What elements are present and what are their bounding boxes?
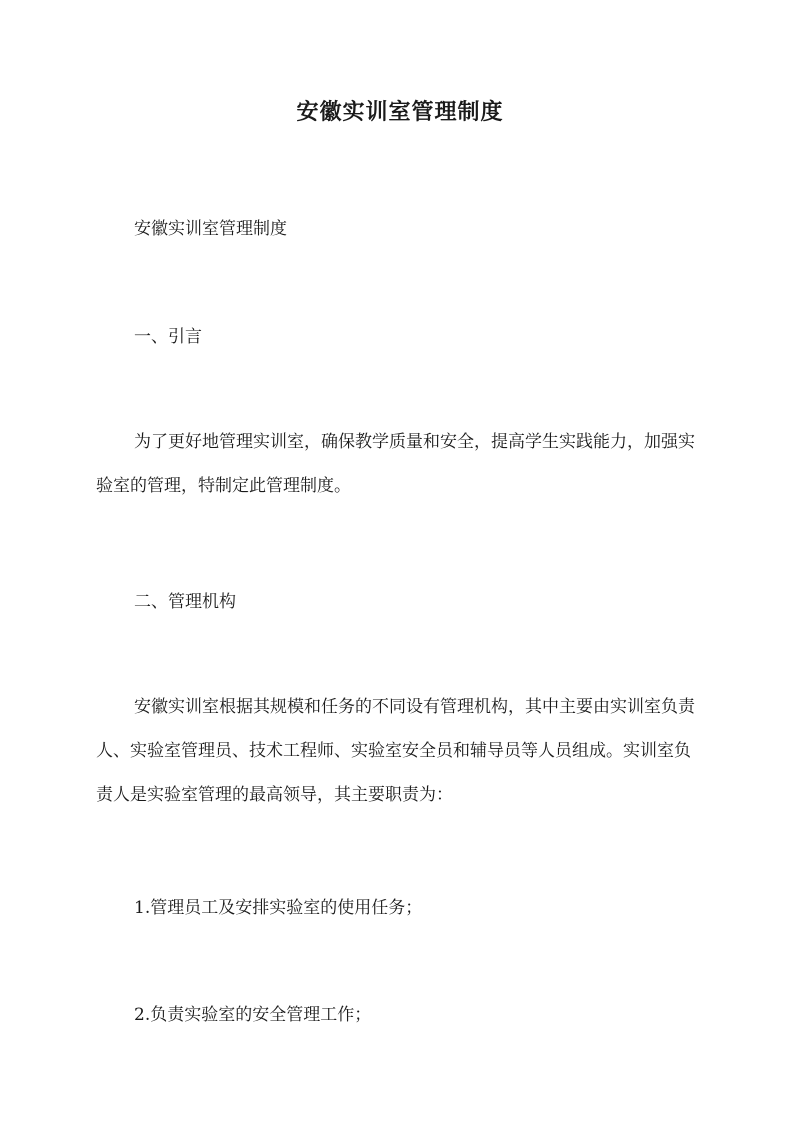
subtitle-paragraph: 安徽实训室管理制度 (134, 219, 287, 239)
organization-paragraph: 安徽实训室根据其规模和任务的不同设有管理机构，其中主要由实训室负责人、实验室管理员、技术工程师、实验室安全员和辅导员等人员组成。实训室负责人是实验室管理的最高领导，其主要职责为： (96, 697, 695, 805)
list-item-1: 1.管理员工及安排实验室的使用任务； (134, 898, 423, 918)
section-heading-introduction: 一、引言 (134, 327, 202, 347)
intro-paragraph: 为了更好地管理实训室，确保教学质量和安全，提高学生实践能力，加强实验室的管理，特制定此管理制度。 (96, 432, 695, 496)
section-heading-management: 二、管理机构 (134, 592, 236, 612)
document-title: 安徽实训室管理制度 (296, 99, 504, 125)
list-item-2: 2.负责实验室的安全管理工作； (134, 1005, 372, 1025)
